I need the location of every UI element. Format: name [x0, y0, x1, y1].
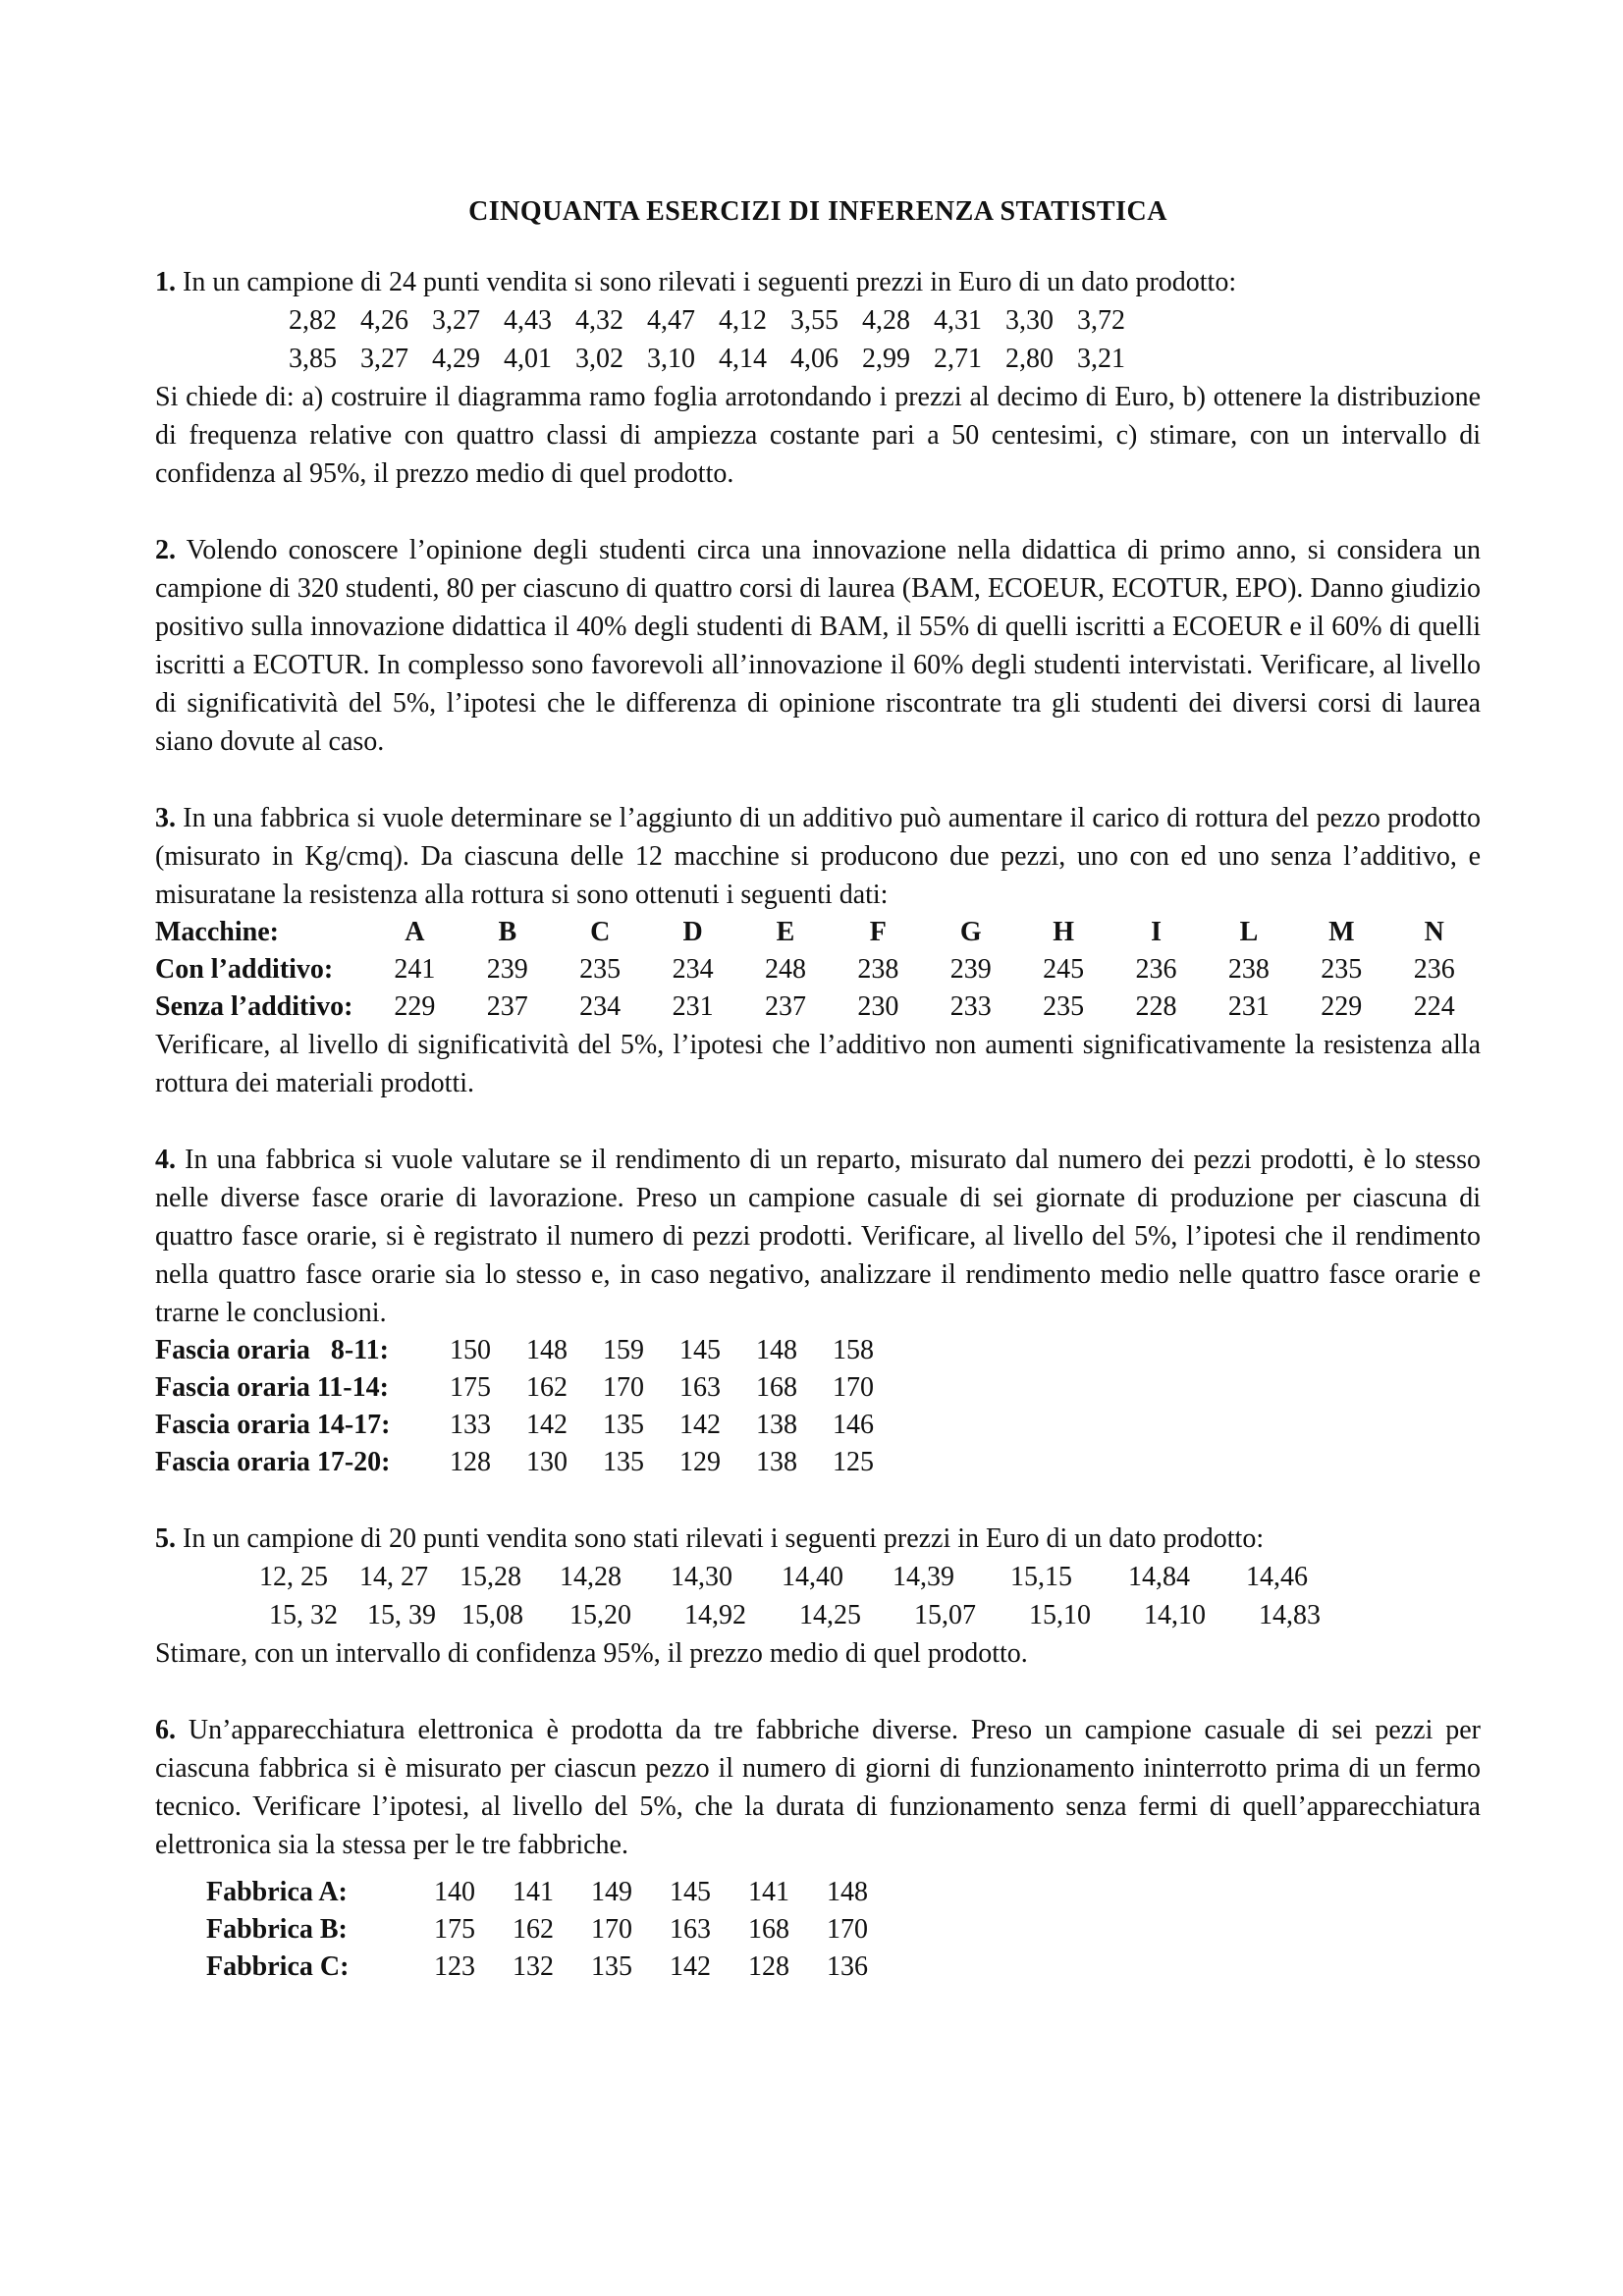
exercise-1-intro: 1. In un campione di 24 punti vendita si sono rilevati i seguenti prezzi in Euro di un dato prodotto: [155, 267, 1237, 297]
exercise-4-text: 4. In una fabbrica si vuole valutare se il rendimento di un reparto, misurato dal numero dei pezzi prodotti, è lo stesso nelle diverse fasce orarie di lavorazione. Preso un campione casuale di sei giornate di produzione per ciascuna di quattro fasce orarie, si è registrato il numero di pezzi prodotti. Verificare, al livello del 5%, l’ipotesi che il rendimento nella quattro fasce orarie sia lo stesso e, in caso negativo, analizzare il rendimento medio nelle quattro fasce orarie e trarne le conclusioni. [155, 1145, 1482, 1328]
table-row [206, 1911, 905, 1949]
page-title: CINQUANTA ESERCIZI DI INFERENZA STATISTICA [468, 196, 1167, 227]
price-value: 4,01 [504, 344, 552, 374]
price-value: 4,12 [719, 305, 767, 336]
factory-table [206, 1874, 905, 1986]
price-value: 15,07 [914, 1600, 976, 1630]
table-row [155, 951, 1481, 988]
row-label: Fabbrica A: [206, 1877, 348, 1907]
price-value: 2,82 [289, 305, 337, 336]
row-label: Fascia oraria 14-17: [155, 1410, 391, 1440]
row-label: Fabbrica B: [206, 1914, 348, 1945]
table-row [155, 1444, 909, 1481]
table-row [155, 1407, 909, 1444]
price-value: 14, 27 [359, 1562, 428, 1592]
price-value: 3,02 [575, 344, 623, 374]
table-cell: 234 [672, 954, 714, 985]
table-cell: 130 [526, 1447, 568, 1477]
exercise-3-text: Verificare, al livello di significatività del 5%, l’ipotesi che l’additivo non aumenti significativamente la resistenza alla rottura dei materiali prodotti. [155, 1030, 1481, 1098]
row-label: Fascia oraria 8-11: [155, 1335, 389, 1365]
price-value: 3,10 [647, 344, 695, 374]
machine-letter: G [959, 917, 982, 947]
price-value: 14,39 [893, 1562, 954, 1592]
table-cell: 170 [833, 1372, 874, 1403]
table-row [206, 1874, 905, 1911]
table-cell: 128 [450, 1447, 491, 1477]
table-cell: 123 [434, 1951, 475, 1982]
table-cell: 239 [949, 954, 992, 985]
row-label: Con l’additivo: [155, 954, 334, 985]
exercise-3 [155, 799, 1481, 1102]
exercise-2-text: 2. Volendo conoscere l’opinione degli studenti circa una innovazione nella didattica di primo anno, si considera un campione di 320 studenti, 80 per ciascuno di quattro corsi di laurea (BAM, ECOEUR, ECOTUR, EPO). Danno giudizio positivo sulla innovazione didattica il 40% degli studenti di BAM, il 55% di quelli iscritti a ECOEUR e il 60% di quelli iscritti a ECOTUR. In complesso sono favorevoli all’innovazione il 60% degli studenti intervistati. Verificare, al livello di significatività del 5%, l’ipotesi che le differenza di opinione riscontrate tra gli studenti dei diversi corsi di laurea siano dovute al caso. [155, 535, 1481, 757]
price-value: 3,21 [1077, 344, 1125, 374]
exercise-number: 6. [155, 1715, 176, 1745]
table-cell: 140 [434, 1877, 475, 1907]
table-cell: 230 [857, 991, 899, 1022]
price-value: 14,83 [1259, 1600, 1321, 1630]
price-row-1 [155, 301, 1481, 340]
table-cell: 235 [1321, 954, 1363, 985]
table-cell: 159 [603, 1335, 644, 1365]
exercise-number: 1. [155, 267, 176, 297]
price-value: 14,28 [560, 1562, 622, 1592]
exercise-5-text: Stimare, con un intervallo di confidenza 95%, il prezzo medio di quel prodotto. [155, 1638, 1028, 1669]
row-label: Fascia oraria 11-14: [155, 1372, 389, 1403]
exercise-6 [155, 1711, 1481, 1986]
row-label: Fabbrica C: [206, 1951, 350, 1982]
table-cell: 170 [591, 1914, 632, 1945]
spacer [155, 1864, 1481, 1874]
table-cell: 237 [486, 991, 528, 1022]
machine-letter: I [1151, 917, 1162, 947]
table-cell: 235 [579, 954, 622, 985]
table-cell: 236 [1135, 954, 1177, 985]
table-cell: 245 [1043, 954, 1085, 985]
table-row [206, 1949, 905, 1986]
exercise-number: 2. [155, 535, 176, 565]
table-cell: 162 [513, 1914, 554, 1945]
price-value: 4,26 [360, 305, 408, 336]
price-value: 14,92 [684, 1600, 746, 1630]
table-cell: 170 [827, 1914, 868, 1945]
table-cell: 163 [670, 1914, 711, 1945]
table-cell: 233 [949, 991, 992, 1022]
table-cell: 228 [1135, 991, 1177, 1022]
table-cell: 146 [833, 1410, 874, 1440]
time-slot-table [155, 1332, 909, 1481]
row-label: Fascia oraria 17-20: [155, 1447, 391, 1477]
table-cell: 148 [756, 1335, 797, 1365]
table-cell: 238 [857, 954, 899, 985]
price-value: 14,46 [1246, 1562, 1308, 1592]
price-value: 14,30 [671, 1562, 732, 1592]
price-row-1 [155, 1558, 1481, 1596]
exercise-1 [155, 263, 1481, 493]
price-value: 15, 32 [269, 1600, 338, 1630]
table-cell: 175 [450, 1372, 491, 1403]
table-cell: 236 [1413, 954, 1455, 985]
price-value: 4,29 [432, 344, 480, 374]
machine-letter: L [1239, 917, 1259, 947]
price-value: 2,99 [862, 344, 910, 374]
price-value: 4,47 [647, 305, 695, 336]
table-cell: 128 [748, 1951, 789, 1982]
price-value: 2,80 [1005, 344, 1054, 374]
table-cell: 234 [579, 991, 622, 1022]
table-cell: 235 [1043, 991, 1085, 1022]
exercise-2 [155, 531, 1481, 761]
price-value: 4,06 [790, 344, 839, 374]
table-cell: 168 [756, 1372, 797, 1403]
table-cell: 170 [603, 1372, 644, 1403]
price-value: 14,25 [799, 1600, 861, 1630]
table-cell: 239 [486, 954, 528, 985]
table-row [155, 1332, 909, 1369]
price-value: 3,85 [289, 344, 337, 374]
price-value: 12, 25 [259, 1562, 328, 1592]
price-value: 3,72 [1077, 305, 1125, 336]
document-page [155, 192, 1481, 2024]
price-value: 4,32 [575, 305, 623, 336]
table-cell: 145 [670, 1877, 711, 1907]
price-value: 2,71 [934, 344, 982, 374]
price-value: 3,55 [790, 305, 839, 336]
table-cell: 142 [670, 1951, 711, 1982]
row-label: Macchine: [155, 917, 279, 947]
table-cell: 238 [1227, 954, 1270, 985]
price-value: 14,10 [1144, 1600, 1206, 1630]
table-cell: 138 [756, 1410, 797, 1440]
machine-letter: M [1328, 917, 1355, 947]
table-cell: 162 [526, 1372, 568, 1403]
machine-letter: A [405, 917, 425, 947]
exercise-5 [155, 1520, 1481, 1673]
price-row-2 [155, 1596, 1481, 1634]
table-cell: 133 [450, 1410, 491, 1440]
table-cell: 142 [526, 1410, 568, 1440]
table-cell: 148 [526, 1335, 568, 1365]
price-value: 14,84 [1128, 1562, 1190, 1592]
table-cell: 125 [833, 1447, 874, 1477]
table-cell: 158 [833, 1335, 874, 1365]
machines-table [155, 914, 1481, 1026]
table-cell: 136 [827, 1951, 868, 1982]
exercise-3-intro: 3. In una fabbrica si vuole determinare se l’aggiunto di un additivo può aumentare il carico di rottura del pezzo prodotto (misurato in Kg/cmq). Da ciascuna delle 12 macchine si producono due pezzi, uno con ed uno senza l’additivo, e misuratane la resistenza alla rottura si sono ottenuti i seguenti dati: [155, 803, 1482, 910]
price-value: 15,15 [1010, 1562, 1072, 1592]
machine-letter: B [498, 917, 517, 947]
price-value: 3,27 [432, 305, 480, 336]
table-cell: 149 [591, 1877, 632, 1907]
exercise-number: 5. [155, 1523, 176, 1554]
table-cell: 241 [394, 954, 436, 985]
table-cell: 148 [827, 1877, 868, 1907]
exercise-6-text: 6. Un’apparecchiatura elettronica è prodotta da tre fabbriche diverse. Preso un campione casuale di sei pezzi per ciascuna fabbrica si è misurato per ciascun pezzo il numero di giorni di funzionamento ininterrotto prima di un fermo tecnico. Verificare l’ipotesi, al livello del 5%, che la durata di funzionamento senza fermi di quell’apparecchiatura elettronica sia la stessa per le tre fabbriche. [155, 1715, 1481, 1860]
table-cell: 129 [679, 1447, 721, 1477]
exercise-1-text: Si chiede di: a) costruire il diagramma ramo foglia arrotondando i prezzi al decimo di Euro, b) ottenere la distribuzione di frequenza relative con quattro classi di ampiezza costante pari a 50 centesimi, c) stimare, con un intervallo di confidenza al 95%, il prezzo medio di quel prodotto. [155, 382, 1481, 489]
table-cell: 138 [756, 1447, 797, 1477]
table-cell: 135 [603, 1410, 644, 1440]
table-cell: 142 [679, 1410, 721, 1440]
price-value: 4,28 [862, 305, 910, 336]
price-value: 3,27 [360, 344, 408, 374]
table-cell: 135 [591, 1951, 632, 1982]
machine-letter: C [590, 917, 611, 947]
price-row-2 [155, 340, 1481, 378]
table-cell: 145 [679, 1335, 721, 1365]
table-cell: 141 [513, 1877, 554, 1907]
price-value: 4,14 [719, 344, 767, 374]
table-cell: 229 [1321, 991, 1363, 1022]
machine-letter: E [776, 917, 795, 947]
price-value: 15,20 [569, 1600, 631, 1630]
price-value: 4,43 [504, 305, 552, 336]
price-value: 15,28 [460, 1562, 521, 1592]
table-cell: 248 [764, 954, 806, 985]
price-value: 15,08 [461, 1600, 523, 1630]
table-cell: 163 [679, 1372, 721, 1403]
table-cell: 231 [1227, 991, 1270, 1022]
table-cell: 168 [748, 1914, 789, 1945]
price-value: 4,31 [934, 305, 982, 336]
machine-letter: F [869, 917, 887, 947]
table-cell: 237 [764, 991, 806, 1022]
table-row [155, 914, 1481, 951]
table-cell: 135 [603, 1447, 644, 1477]
table-cell: 150 [450, 1335, 491, 1365]
machine-letter: D [682, 917, 703, 947]
machine-letter: N [1424, 917, 1444, 947]
price-value: 14,40 [782, 1562, 843, 1592]
exercise-5-intro: 5. In un campione di 20 punti vendita sono stati rilevati i seguenti prezzi in Euro di un dato prodotto: [155, 1523, 1265, 1554]
table-cell: 141 [748, 1877, 789, 1907]
exercise-4 [155, 1141, 1481, 1481]
machine-letter: H [1053, 917, 1075, 947]
table-cell: 132 [513, 1951, 554, 1982]
table-cell: 229 [394, 991, 436, 1022]
row-label: Senza l’additivo: [155, 991, 353, 1022]
table-cell: 175 [434, 1914, 475, 1945]
exercise-number: 3. [155, 803, 176, 833]
table-row [155, 988, 1481, 1026]
price-value: 3,30 [1005, 305, 1054, 336]
table-row [155, 1369, 909, 1407]
table-cell: 231 [672, 991, 714, 1022]
exercise-number: 4. [155, 1145, 176, 1175]
table-cell: 224 [1413, 991, 1455, 1022]
price-value: 15,10 [1029, 1600, 1091, 1630]
price-value: 15, 39 [367, 1600, 436, 1630]
